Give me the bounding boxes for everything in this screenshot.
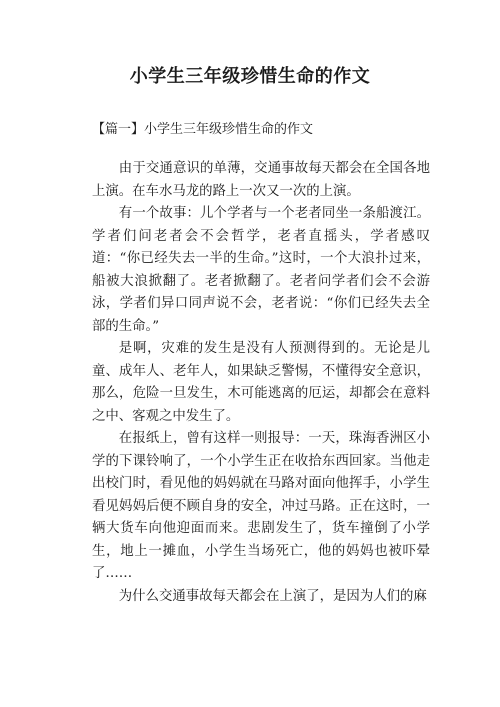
paragraph: 由于交通意识的单薄，交通事故每天都会在全国各地上演。在车水马龙的路上一次又一次的上演。 — [92, 161, 430, 199]
paragraph: 是啊，灾难的发生是没有人预测得到的。无论是儿童、成年人、老年人，如果缺乏警惕，不懂得安全意识，那么，危险一旦发生，木可能逃离的厄运，却都会在意料之中、客观之中发生了。 — [92, 341, 430, 424]
document-title: 小学生三年级珍惜生命的作文 — [129, 66, 371, 87]
paragraph: 为什么交通事故每天都会在上演了，是因为人们的麻 — [118, 588, 427, 604]
paragraph: 在报纸上，曾有这样一则报导：一天，珠海香洲区小学的下课铃响了，一个小学生正在收拾东西回家。当他走出校门时，看见他的妈妈就在马路对面向他挥手，小学生看见妈妈后便不顾自身的安全，冲过马路。正在这时，一辆大货车向他迎面而来。悲剧发生了，货车撞倒了小学生，地上一摊血，小学生当场死亡，他的妈妈也被吓晕了…… — [92, 431, 430, 581]
section-heading: 【篇一】小学生三年级珍惜生命的作文 — [92, 122, 314, 137]
paragraph: 有一个故事：儿个学者与一个老者同坐一条船渡江。学者们问老者会不会哲学，老者直摇头，学者感叹道：“你已经失去一半的生命。”这时，一个大浪扑过来，船被大浪掀翻了。老者掀翻了。老者问学者们会不会游泳，学者们异口同声说不会，老者说：“你们已经失去全部的生命。” — [92, 206, 430, 334]
document-body — [92, 158, 430, 608]
